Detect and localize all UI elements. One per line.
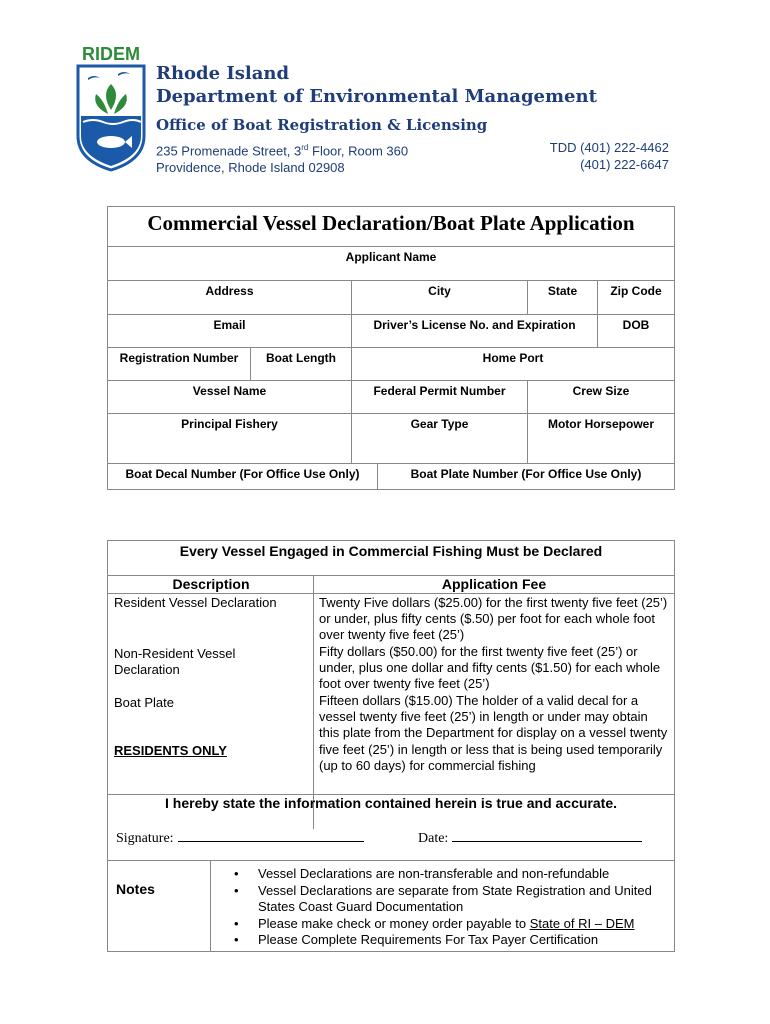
note-item: • Vessel Declarations are separate from State Registration and United States Coast Guard Documentation [232, 883, 662, 916]
description-header: Description [172, 576, 250, 592]
office-name: Office of Boat Registration & Licensing [156, 116, 488, 134]
principal-fishery-field[interactable]: Principal Fishery [108, 414, 352, 464]
fee-header: Application Fee [441, 576, 547, 592]
crew-size-field[interactable]: Crew Size [528, 381, 674, 414]
state-field[interactable]: State [528, 281, 598, 315]
motor-horsepower-field[interactable]: Motor Horsepower [528, 414, 674, 464]
date-row [418, 830, 642, 847]
tdd-number: TDD (401) 222-4462 [549, 140, 669, 155]
organization-name [156, 62, 597, 108]
fee-schedule-heading: Every Vessel Engaged in Commercial Fishing Must be Declared [108, 541, 674, 576]
org-line-1: Rhode Island [156, 63, 290, 84]
note-item: • Please Complete Requirements For Tax Payer Certification [232, 932, 662, 949]
federal-permit-field[interactable]: Federal Permit Number [352, 381, 528, 414]
fish-icon [97, 136, 125, 148]
resident-description: Resident Vessel Declaration [114, 595, 277, 610]
date-line[interactable] [452, 830, 642, 842]
zip-code-field[interactable]: Zip Code [598, 281, 674, 315]
address-line-2: Providence, Rhode Island 02908 [156, 160, 345, 176]
notes-label: Notes [116, 881, 155, 897]
fee-schedule [107, 540, 675, 952]
home-port-field[interactable]: Home Port [352, 348, 674, 381]
boat-plate-description: Boat Plate [114, 695, 174, 710]
registration-number-field[interactable]: Registration Number [108, 348, 251, 381]
nonresident-description: Non-Resident Vessel Declaration [114, 646, 236, 677]
date-label: Date: [418, 831, 449, 846]
phone-numbers [550, 139, 669, 173]
declaration-statement: I hereby state the information contained herein is true and accurate. [108, 794, 674, 811]
office-address [156, 139, 408, 176]
application-form [107, 206, 675, 490]
logo-wordmark: RIDEM [82, 44, 140, 64]
residents-only-label: RESIDENTS ONLY [114, 743, 227, 758]
resident-fee: Twenty Five dollars ($25.00) for the first twenty five feet (25’) or under, plus fifty cents ($.50) per foot for each whole foot over twenty five feet (25’) [319, 595, 668, 643]
boat-length-field[interactable]: Boat Length [251, 348, 352, 381]
ridem-logo [74, 44, 148, 172]
signature-row [116, 830, 364, 847]
dob-field[interactable]: DOB [598, 315, 674, 348]
notes-label-column [108, 860, 211, 951]
payee-name: State of RI – DEM [529, 915, 635, 931]
address-field[interactable]: Address [108, 281, 352, 315]
nonresident-fee: Fifty dollars ($50.00) for the first twenty five feet (25’) or under, plus one dollar and fifty cents ($1.50) for each whole foot over twenty five feet (25’) [319, 644, 661, 692]
city-field[interactable]: City [352, 281, 528, 315]
boat-decal-number-field: Boat Decal Number (For Office Use Only) [108, 464, 378, 489]
form-title: Commercial Vessel Declaration/Boat Plate Application [108, 207, 674, 247]
address-line-1: 235 Promenade Street, 3rd Floor, Room 360 [156, 143, 409, 159]
vessel-name-field[interactable]: Vessel Name [108, 381, 352, 414]
email-field[interactable]: Email [108, 315, 352, 348]
boat-plate-fee: Fifteen dollars ($15.00) The holder of a valid decal for a vessel twenty five feet (25’) in length or under may obtain this plate from the Department for display on a vessel twenty five feet (25’) in length or less that is being used temporarily (up to 60 days) for commercial fishing [319, 693, 668, 773]
note-item: • Vessel Declarations are non-transferable and non-refundable [232, 866, 662, 883]
gear-type-field[interactable]: Gear Type [352, 414, 528, 464]
signature-line[interactable] [178, 830, 364, 842]
boat-plate-number-field: Boat Plate Number (For Office Use Only) [410, 467, 642, 481]
drivers-license-field[interactable]: Driver’s License No. and Expiration [352, 315, 598, 348]
note-item: • Please make check or money order payable to State of RI – DEM [232, 916, 662, 933]
org-line-2: Department of Environmental Management [156, 86, 597, 107]
phone-number: (401) 222-6647 [580, 157, 669, 172]
applicant-name-field[interactable]: Applicant Name [108, 247, 674, 281]
signature-label: Signature: [116, 831, 174, 846]
notes-list [232, 866, 662, 949]
